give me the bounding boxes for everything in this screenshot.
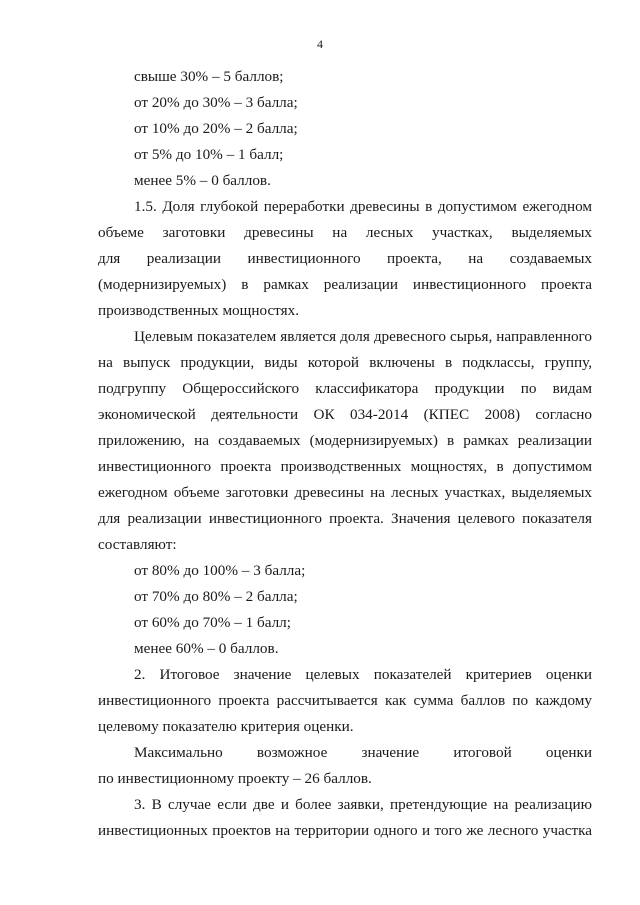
score-item: от 80% до 100% – 3 балла;	[134, 562, 306, 579]
score-item: менее 60% – 0 баллов.	[134, 640, 279, 657]
section-1-5-line: объеме заготовки древесины на лесных участках, выделяемых	[98, 224, 592, 241]
section-1-5-line: 1.5. Доля глубокой переработки древесины в допустимом ежегодном	[134, 198, 592, 215]
target-paragraph-line: ежегодном объеме заготовки древесины на лесных участках, выделяемых	[98, 484, 592, 501]
target-paragraph-line: для реализации инвестиционного проекта. Значения целевого показателя	[98, 510, 592, 527]
score-item: от 60% до 70% – 1 балл;	[134, 614, 291, 631]
section-1-5-line: производственных мощностях.	[98, 302, 299, 319]
paragraph-2-line: целевому показателю критерия оценки.	[98, 718, 354, 735]
max-paragraph-line: по инвестиционному проекту – 26 баллов.	[98, 770, 372, 787]
paragraph-2-line: 2. Итоговое значение целевых показателей критериев оценки	[134, 666, 592, 683]
section-1-5-line: для реализации инвестиционного проекта, на создаваемых	[98, 250, 592, 267]
target-paragraph-line: Целевым показателем является доля древесного сырья, направленного	[134, 328, 592, 345]
section-1-5-line: (модернизируемых) в рамках реализации инвестиционного проекта	[98, 276, 592, 293]
score-item: свыше 30% – 5 баллов;	[134, 68, 284, 85]
max-paragraph-line: Максимально возможное значение итоговой оценки	[134, 744, 592, 761]
target-paragraph-line: приложению, на создаваемых (модернизируемых) в рамках реализации	[98, 432, 592, 449]
paragraph-3-line: 3. В случае если две и более заявки, претендующие на реализацию	[134, 796, 592, 813]
score-item: от 10% до 20% – 2 балла;	[134, 120, 298, 137]
page-number: 4	[317, 37, 323, 51]
target-paragraph-line: инвестиционного проекта производственных мощностях, в допустимом	[98, 458, 592, 475]
target-paragraph-line: подгруппу Общероссийского классификатора продукции по видам	[98, 380, 592, 397]
score-item: от 5% до 10% – 1 балл;	[134, 146, 284, 163]
target-paragraph-line: на выпуск продукции, виды которой включены в подклассы, группу,	[98, 354, 592, 371]
paragraph-3-line: инвестиционных проектов на территории одного и того же лесного участка	[98, 822, 592, 839]
score-item: менее 5% – 0 баллов.	[134, 172, 271, 189]
score-item: от 70% до 80% – 2 балла;	[134, 588, 298, 605]
target-paragraph-line: составляют:	[98, 536, 177, 553]
score-item: от 20% до 30% – 3 балла;	[134, 94, 298, 111]
target-paragraph-line: экономической деятельности ОК 034-2014 (КПЕС 2008) согласно	[98, 406, 592, 423]
paragraph-2-line: инвестиционного проекта рассчитывается как сумма баллов по каждому	[98, 692, 592, 709]
